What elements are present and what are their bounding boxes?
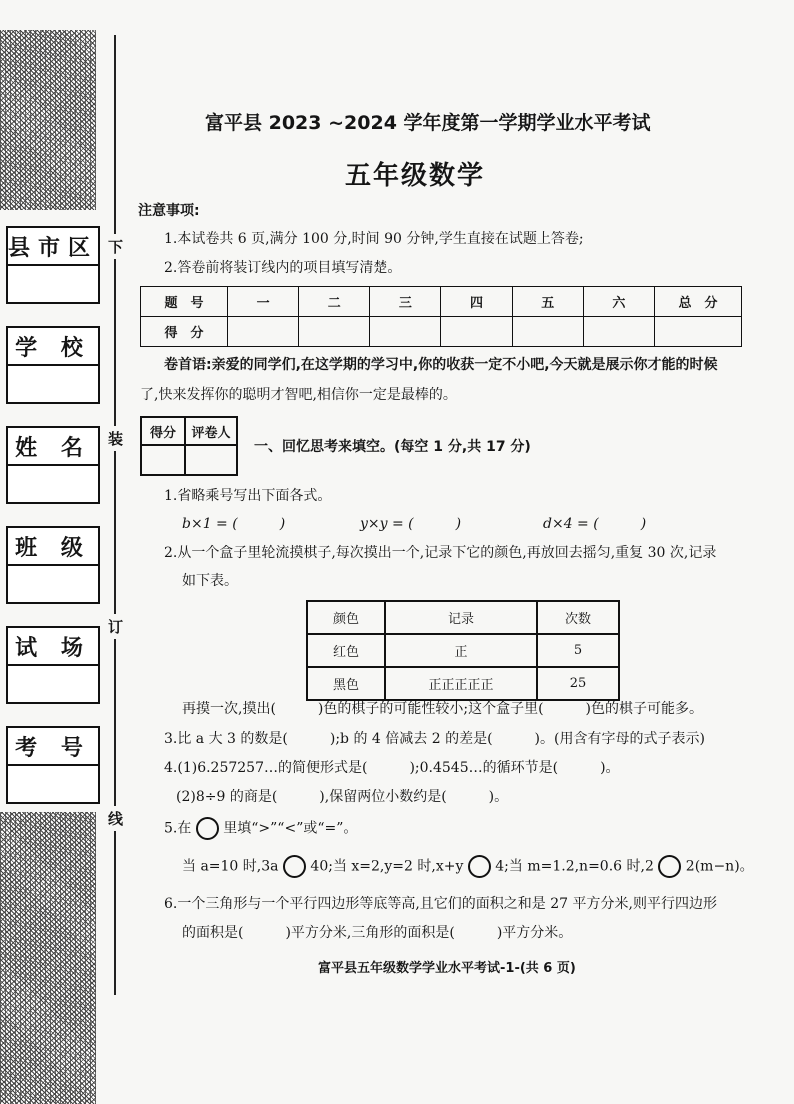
county-label: 县市区 <box>8 228 98 266</box>
score-cell[interactable] <box>228 317 299 347</box>
score-cell[interactable] <box>583 317 654 347</box>
table-cell: 正正正正正 <box>385 667 537 700</box>
intro-line <box>164 354 718 374</box>
score-cell[interactable] <box>299 317 370 347</box>
table-header: 记录 <box>385 601 537 634</box>
grader-score-cell[interactable] <box>141 445 185 475</box>
question-4-part-2[interactable]: (2)8÷9 的商是( ),保留两位小数约是( )。 <box>176 789 509 805</box>
q1-blank-c[interactable]: d×4 = ( ) <box>543 516 647 532</box>
school-field[interactable] <box>6 326 100 404</box>
table-row <box>307 667 619 700</box>
table-header: 总 分 <box>655 287 742 317</box>
section-title: 一、回忆思考来填空。(每空 1 分,共 17 分) <box>254 439 531 455</box>
exam-number-label: 考 号 <box>8 728 98 766</box>
binding-char: 线 <box>108 806 123 831</box>
score-cell[interactable] <box>512 317 583 347</box>
comparison-circle-3[interactable] <box>658 855 681 878</box>
intro-text: 卷首语:亲爱的同学们,在这学期的学习中,你的收获一定不小吧,今天就是展示你才能的时候 <box>164 357 718 373</box>
binding-line <box>114 35 116 995</box>
table-header: 一 <box>228 287 299 317</box>
q5-post: 里填“>”“<”或“=”。 <box>223 820 358 837</box>
notes-heading: 注意事项: <box>138 203 200 219</box>
question-1: 1.省略乘号写出下面各式。 <box>164 488 332 504</box>
q5-part-1: 当 a=10 时,3a <box>182 858 279 875</box>
table-cell: 黑色 <box>307 667 385 700</box>
q2-followup[interactable]: 再摸一次,摸出( )色的棋子的可能性较小;这个盒子里( )色的棋子可能多。 <box>182 701 704 717</box>
table-header: 二 <box>299 287 370 317</box>
question-6-cont[interactable]: 的面积是( )平方分米,三角形的面积是( )平方分米。 <box>182 925 573 941</box>
binding-char: 下 <box>108 234 123 259</box>
grader-box <box>140 416 238 476</box>
q1-blank-b[interactable]: y×y = ( ) <box>360 516 462 532</box>
binding-pattern-top <box>0 30 96 210</box>
table-header: 四 <box>441 287 512 317</box>
intro-line-2: 了,快来发挥你的聪明才智吧,相信你一定是最棒的。 <box>140 387 457 403</box>
class-label: 班 级 <box>8 528 98 566</box>
table-header: 颜色 <box>307 601 385 634</box>
record-table <box>306 600 620 701</box>
note-item: 1.本试卷共 6 页,满分 100 分,时间 90 分钟,学生直接在试题上答卷; <box>164 231 584 247</box>
score-row-label: 得 分 <box>141 317 228 347</box>
question-5-items <box>182 855 754 878</box>
grader-name-label: 评卷人 <box>185 417 237 445</box>
table-header: 六 <box>583 287 654 317</box>
q5-part-2: 40;当 x=2,y=2 时,x+y <box>310 858 464 875</box>
table-header: 三 <box>370 287 441 317</box>
table-header: 五 <box>512 287 583 317</box>
comparison-circle-1[interactable] <box>283 855 306 878</box>
question-6: 6.一个三角形与一个平行四边形等底等高,且它们的面积之和是 27 平方分米,则平行四边形 <box>164 896 717 912</box>
question-2-cont: 如下表。 <box>182 573 238 589</box>
question-4[interactable]: 4.(1)6.257257…的简便形式是( );0.4545…的循环节是( )。 <box>164 760 620 776</box>
subject-title: 五年级数学 <box>345 161 486 191</box>
table-cell: 红色 <box>307 634 385 667</box>
name-field[interactable] <box>6 426 100 504</box>
question-2: 2.从一个盒子里轮流摸棋子,每次摸出一个,记录下它的颜色,再放回去摇匀,重复 30 次,记录 <box>164 545 717 561</box>
q5-part-4: 2(m−n)。 <box>685 858 754 875</box>
exam-title: 富平县 2023 ~2024 学年度第一学期学业水平考试 <box>205 112 651 134</box>
score-table <box>140 286 742 347</box>
exam-number-field[interactable] <box>6 726 100 804</box>
school-label: 学 校 <box>8 328 98 366</box>
table-cell: 5 <box>537 634 619 667</box>
table-row <box>307 601 619 634</box>
score-row <box>141 317 742 347</box>
table-header: 次数 <box>537 601 619 634</box>
comparison-circle-icon <box>196 817 219 840</box>
score-header-row <box>141 287 742 317</box>
comparison-circle-2[interactable] <box>468 855 491 878</box>
binding-char: 订 <box>108 614 123 639</box>
score-cell[interactable] <box>655 317 742 347</box>
score-cell[interactable] <box>441 317 512 347</box>
exam-room-label: 试 场 <box>8 628 98 666</box>
class-field[interactable] <box>6 526 100 604</box>
table-cell: 25 <box>537 667 619 700</box>
binding-char: 装 <box>108 426 123 451</box>
exam-room-field[interactable] <box>6 626 100 704</box>
grader-score-label: 得分 <box>141 417 185 445</box>
question-3[interactable]: 3.比 a 大 3 的数是( );b 的 4 倍减去 2 的差是( )。(用含有字母的式子表示) <box>164 731 705 747</box>
grader-name-cell[interactable] <box>185 445 237 475</box>
name-label: 姓 名 <box>8 428 98 466</box>
question-5 <box>164 817 357 840</box>
table-cell: 正 <box>385 634 537 667</box>
score-cell[interactable] <box>370 317 441 347</box>
page-footer: 富平县五年级数学学业水平考试-1-(共 6 页) <box>318 961 576 976</box>
q5-part-3: 4;当 m=1.2,n=0.6 时,2 <box>495 858 654 875</box>
county-field[interactable] <box>6 226 100 304</box>
note-item: 2.答卷前将装订线内的项目填写清楚。 <box>164 260 402 276</box>
q5-pre: 5.在 <box>164 820 192 837</box>
table-row <box>307 634 619 667</box>
q1-blank-a[interactable]: b×1 = ( ) <box>182 516 286 532</box>
table-header: 题 号 <box>141 287 228 317</box>
binding-pattern-bottom <box>0 812 96 1104</box>
